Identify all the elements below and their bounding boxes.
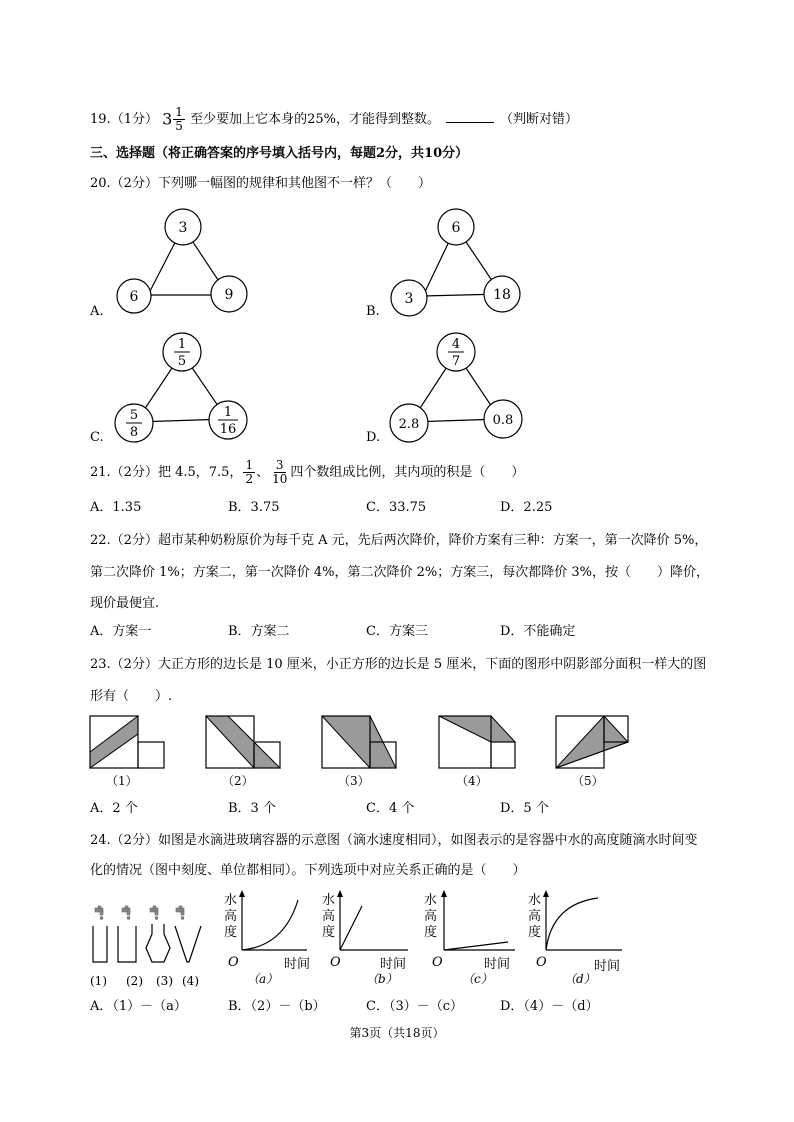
q23-figure-1 (90, 716, 170, 772)
q23-option-c[interactable]: C．4 个 (366, 801, 415, 816)
q20-b-right: 18 (493, 287, 511, 303)
q23-label-5: （5） (572, 774, 604, 788)
q21-option-b[interactable]: B．3.75 (228, 500, 280, 515)
q20-c-left-num: 5 (129, 408, 139, 423)
q24-container-label-2: (2) (126, 974, 143, 988)
origin-label: O (536, 955, 547, 970)
q20-b-top: 6 (451, 220, 461, 236)
q20-figure-d (383, 330, 533, 450)
y-axis-char-3: 度 (322, 925, 336, 940)
q20-d-top-num: 4 (451, 337, 461, 352)
q24-line-2: 化的情况（图中刻度、单位都相同）。下列选项中对应关系正确的是（ ） (90, 863, 526, 878)
q21-stem: 21.（2分）把 4.5，7.5， $\frac{1}{2}$ 、 $\frac{3}{10}$ 四个数组成比例，其内项的积是（ ） (90, 458, 525, 486)
q20-d-left: 2.8 (398, 417, 420, 432)
q24-containers (88, 904, 213, 974)
y-axis-char-3: 度 (224, 925, 238, 940)
q23-figure-4 (439, 716, 519, 772)
q24-graph-d (524, 890, 636, 980)
q22-option-d[interactable]: D．不能确定 (500, 624, 576, 639)
q20-stem: 20.（2分）下列哪一幅图的规律和其他图不一样？（ ） (90, 176, 431, 191)
q20-d-top-den: 7 (451, 354, 461, 369)
q21-option-a[interactable]: A．1.35 (90, 500, 142, 515)
q22-line-2: 第二次降价 1%；方案二，第一次降价 4%，第二次降价 2%；方案三，每次都降价 3%，按（ ）降价， (90, 565, 710, 580)
q23-line-1: 23.（2分）大正方形的边长是 10 厘米，小正方形的边长是 5 厘米，下面的图形中阴影部分面积一样大的图 (90, 657, 707, 672)
q20-c-left-den: 8 (129, 425, 139, 440)
q20-d-right: 0.8 (492, 413, 514, 428)
q21-fraction-1: $\frac{1}{2}$ (245, 458, 254, 486)
q22-option-a[interactable]: A．方案一 (90, 624, 152, 639)
q20-c-top-num: 1 (177, 337, 187, 352)
q24-graph-c (420, 890, 532, 980)
page-footer: 第3页（共18页） (349, 1026, 445, 1040)
x-axis-label: 时间 (284, 957, 311, 972)
q24-container-label-3: (3) (156, 974, 173, 988)
q24-graph-label-b: （b） (366, 972, 398, 986)
q20-c-top-den: 5 (177, 354, 187, 369)
y-axis-char-1: 水 (528, 893, 542, 908)
x-axis-label: 时间 (484, 957, 511, 972)
y-axis-char-1: 水 (322, 893, 336, 908)
q19 (90, 106, 578, 133)
y-axis-char-2: 高 (224, 909, 238, 924)
origin-label: O (228, 955, 239, 970)
y-axis-char-3: 度 (528, 925, 542, 940)
q23-figure-2 (206, 716, 286, 772)
q20-a-left: 6 (129, 289, 139, 305)
q24-graph-label-a: （a） (247, 972, 279, 986)
y-axis-char-2: 高 (322, 909, 336, 924)
q23-label-2: （2） (222, 774, 254, 788)
q21-option-d[interactable]: D．2.25 (500, 500, 553, 515)
q24-container-label-1: (1) (90, 974, 107, 988)
q19-text: 至少要加上它本身的25%，才能得到整数。 (190, 112, 440, 127)
q20-option-d-label[interactable]: D. (366, 430, 381, 445)
q19-mixed-number: 3 (162, 109, 173, 129)
section-title: 三、选择题（将正确答案的序号填入括号内，每题2分，共10分） (90, 146, 469, 161)
y-axis-char-1: 水 (424, 893, 438, 908)
q23-label-3: （3） (338, 774, 370, 788)
q23-option-d[interactable]: D．5 个 (500, 801, 549, 816)
q20-c-right-num: 1 (223, 405, 233, 420)
q20-figure-a (110, 205, 250, 325)
x-axis-label: 时间 (380, 957, 407, 972)
y-axis-char-2: 高 (528, 909, 542, 924)
y-axis-char-1: 水 (224, 893, 238, 908)
q20-c-right-den: 16 (219, 422, 237, 437)
q22-option-c[interactable]: C．方案三 (366, 624, 428, 639)
q24-graph-a (212, 890, 324, 980)
origin-label: O (432, 955, 443, 970)
y-axis-char-2: 高 (424, 909, 438, 924)
q21-option-c[interactable]: C．33.75 (366, 500, 427, 515)
q20-figure-b (383, 205, 533, 325)
q23-option-a[interactable]: A．2 个 (90, 801, 138, 816)
q19-tail: （判断对错） (499, 112, 578, 127)
q19-fraction: $\frac{1}{5}$ (175, 105, 183, 133)
q22-line-3: 现价最便宜. (90, 596, 160, 611)
q24-line-1: 24.（2分）如图是水滴进玻璃容器的示意图（滴水速度相同），如图表示的是容器中水的高度随滴水时间变 (90, 833, 698, 848)
q19-score: （1分） (110, 112, 158, 127)
y-axis-char-3: 度 (424, 925, 438, 940)
q24-container-label-4: (4) (182, 974, 199, 988)
q23-label-4: （4） (456, 774, 488, 788)
q24-graph-label-c: （c） (462, 972, 493, 986)
q20-a-top: 3 (178, 220, 188, 236)
q20-figure-c (110, 330, 260, 450)
q23-label-1: （1） (106, 774, 138, 788)
q24-option-b[interactable]: B．（2）－（b） (228, 999, 326, 1014)
q20-option-c-label[interactable]: C. (90, 430, 104, 445)
q19-num: 19. (90, 112, 111, 127)
q20-b-left: 3 (404, 291, 414, 307)
q24-graph-b (318, 890, 428, 980)
q24-graph-label-d: （d） (564, 972, 596, 986)
x-axis-label: 时间 (594, 959, 621, 974)
q23-figure-5 (556, 716, 636, 772)
q19-answer-blank[interactable] (446, 110, 494, 123)
origin-label: O (330, 955, 341, 970)
q24-option-d[interactable]: D．（4）－（d） (500, 999, 599, 1014)
q20-option-b-label[interactable]: B. (366, 304, 380, 319)
q20-a-right: 9 (224, 287, 234, 303)
q22-option-b[interactable]: B．方案二 (228, 624, 290, 639)
q23-line-2: 形有（ ）. (90, 689, 173, 704)
q23-option-b[interactable]: B．3 个 (228, 801, 276, 816)
q22-line-1: 22.（2分）超市某种奶粉原价为每千克 A 元，先后两次降价，降价方案有三种：方案一，第一次降价 5%， (90, 533, 708, 548)
q24-option-a[interactable]: A．（1）－（a） (90, 999, 187, 1014)
q23-figure-3 (322, 716, 402, 772)
q20-option-a-label[interactable]: A. (90, 304, 104, 319)
faucet-icon (95, 906, 184, 919)
q24-option-c[interactable]: C．（3）－（c） (366, 999, 463, 1014)
q21-fraction-2: $\frac{3}{10}$ (272, 458, 288, 486)
